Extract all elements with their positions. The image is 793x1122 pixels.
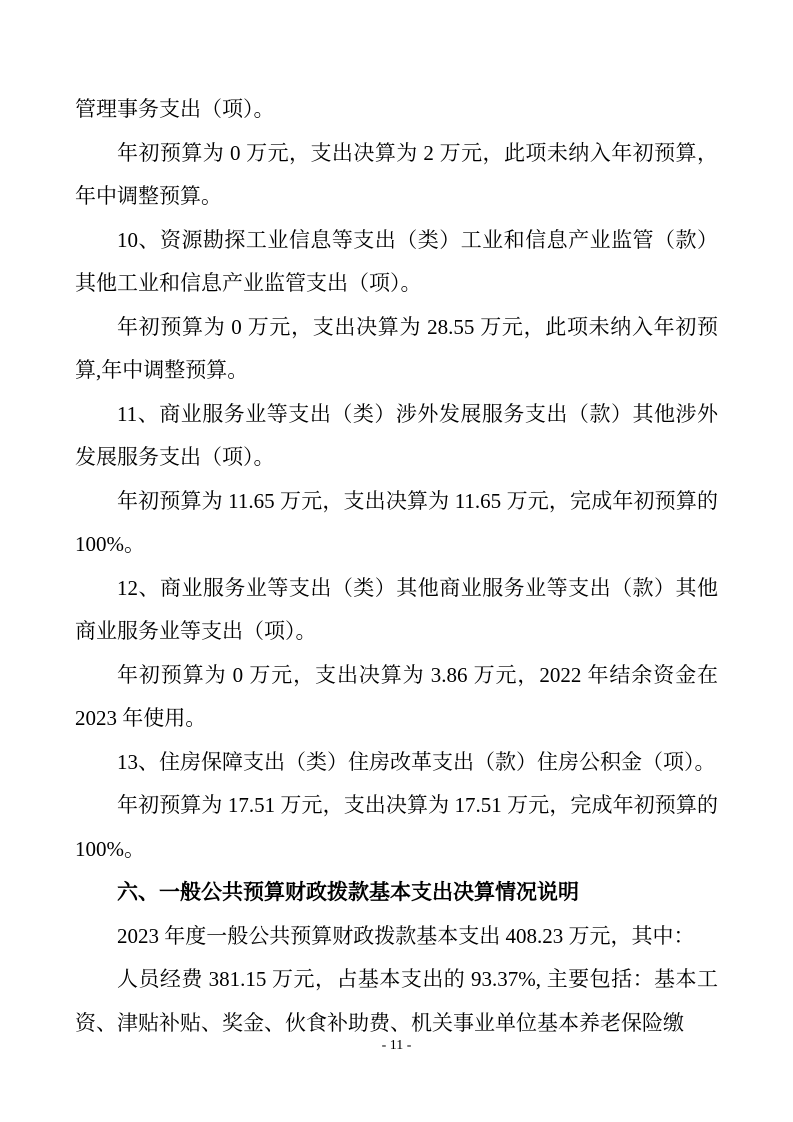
document-content [75,88,718,1045]
section-heading: 六、一般公共预算财政拨款基本支出决算情况说明 [117,881,579,904]
paragraph: 2023 年度一般公共预算财政拨款基本支出 408.23 万元，其中： [117,923,695,948]
paragraph: 12、商业服务业等支出（类）其他商业服务业等支出（款）其他商业服务业等支出（项）。 [75,575,718,643]
paragraph: 年初预算为 17.51 万元，支出决算为 17.51 万元，完成年初预算的 100%。 [75,793,718,861]
paragraph: 13、住房保障支出（类）住房改革支出（款）住房公积金（项）。 [117,749,716,774]
paragraph: 年初预算为 0 万元，支出决算为 28.55 万元，此项未纳入年初预算,年中调整预算。 [75,314,718,382]
page-footer [0,1036,793,1056]
paragraph: 10、资源勘探工业信息等支出（类）工业和信息产业监管（款）其他工业和信息产业监管支出（项）。 [75,227,718,295]
page-number: - 11 - [381,1038,412,1053]
paragraph: 年初预算为 0 万元，支出决算为 3.86 万元，2022 年结余资金在 2023 年使用。 [75,662,718,730]
paragraph: 年初预算为 11.65 万元，支出决算为 11.65 万元，完成年初预算的 100%。 [75,488,718,556]
paragraph: 人员经费 381.15 万元，占基本支出的 93.37%, 主要包括：基本工资、津贴补贴、奖金、伙食补助费、机关事业单位基本养老保险缴 [75,967,718,1035]
paragraph: 11、商业服务业等支出（类）涉外发展服务支出（款）其他涉外发展服务支出（项）。 [75,401,718,469]
paragraph: 年初预算为 0 万元，支出决算为 2 万元，此项未纳入年初预算，年中调整预算。 [75,140,718,208]
paragraph-continuation: 管理事务支出（项）。 [75,97,275,121]
